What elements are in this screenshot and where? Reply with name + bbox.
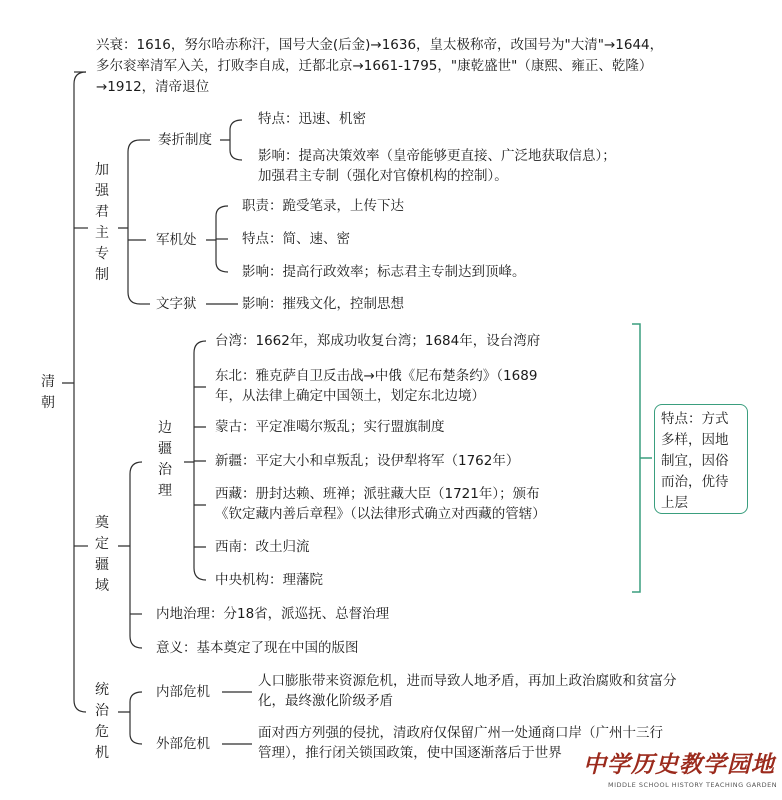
inland-governance: 内地治理：分18省，派巡抚、总督治理	[156, 606, 390, 622]
frontier-central: 中央机构：理藩院	[215, 572, 323, 588]
memorial-trait: 特点：迅速、机密	[258, 111, 366, 127]
connector-memorial	[220, 120, 242, 160]
council-node: 军机处	[156, 232, 197, 248]
internal-crisis-2: 化，最终激化阶级矛盾	[258, 693, 393, 709]
watermark-subtitle: MIDDLE SCHOOL HISTORY TEACHING GARDEN	[608, 781, 778, 789]
memorial-effect-2: 加强君主专制（强化对官僚机构的控制）。	[258, 168, 508, 184]
watermark-logo: 中学历史教学园地	[583, 751, 775, 778]
internal-crisis-node: 内部危机	[156, 684, 210, 700]
territory-significance: 意义：基本奠定了现在中国的版图	[156, 640, 359, 656]
frontier-tibet-2: 《钦定藏内善后章程》（以法律形式确立对西藏的管辖）	[215, 506, 546, 522]
external-crisis-2: 管理），推行闭关锁国政策，使中国逐渐落后于世界	[258, 745, 562, 761]
council-trait: 特点：简、速、密	[242, 231, 350, 247]
connector-root	[62, 72, 86, 712]
frontier-summary: 特点：方式多样，因地制宜，因俗而治，优待上层	[661, 411, 729, 511]
frontier-xinjiang: 新疆：平定大小和卓叛乱；设伊犁将军（1762年）	[215, 453, 520, 469]
connector-autocracy	[118, 140, 140, 304]
memorial-node: 奏折制度	[158, 132, 212, 148]
frontier-northeast-2: 年，从法律上确定中国领土，划定东北边境）	[215, 388, 485, 404]
frontier-summary-box	[654, 404, 748, 514]
external-crisis-1: 面对西方列强的侵扰，清政府仅保留广州一处通商口岸（广州十三行	[258, 725, 663, 741]
frontier-northeast-1: 东北：雅克萨自卫反击战→中俄《尼布楚条约》（1689	[215, 368, 538, 384]
crisis-node: 统治危机	[95, 682, 109, 761]
rise-line-1: 兴衰：1616，努尔哈赤称汗，国号大金(后金)→1636，皇太极称帝，改国号为"大清"→1644，	[96, 37, 664, 53]
literary-node: 文字狱	[156, 296, 197, 312]
rise-line-2: 多尔衮率清军入关，打败李自成，迁都北京→1661-1795，"康乾盛世"（康熙、雍正、乾隆）	[96, 58, 653, 74]
territory-node: 奠定疆域	[95, 515, 109, 594]
memorial-effect-1: 影响：提高决策效率（皇帝能够更直接、广泛地获取信息）；	[258, 148, 616, 164]
frontier-southwest: 西南：改土归流	[215, 539, 310, 555]
internal-crisis-1: 人口膨胀带来资源危机，进而导致人地矛盾，再加上政治腐败和贫富分	[258, 673, 677, 689]
external-crisis-node: 外部危机	[156, 736, 210, 752]
frontier-brace	[632, 324, 652, 592]
council-effect: 影响：提高行政效率；标志君主专制达到顶峰。	[242, 264, 526, 280]
frontier-node: 边疆治理	[158, 420, 172, 499]
rise-line-3: →1912，清帝退位	[96, 79, 210, 95]
frontier-mongolia: 蒙古：平定准噶尔叛乱；实行盟旗制度	[215, 419, 445, 435]
frontier-tibet-1: 西藏：册封达赖、班禅；派驻藏大臣（1721年）；颁布	[215, 486, 540, 502]
connector-crisis	[118, 692, 142, 744]
council-duty: 职责：跪受笔录，上传下达	[242, 198, 404, 214]
frontier-taiwan: 台湾：1662年，郑成功收复台湾；1684年，设台湾府	[215, 333, 541, 349]
literary-effect: 影响：摧残文化，控制思想	[242, 296, 404, 312]
root-node: 清朝	[41, 374, 55, 411]
autocracy-node: 加强君主专制	[95, 162, 109, 283]
connector-territory	[118, 462, 142, 648]
